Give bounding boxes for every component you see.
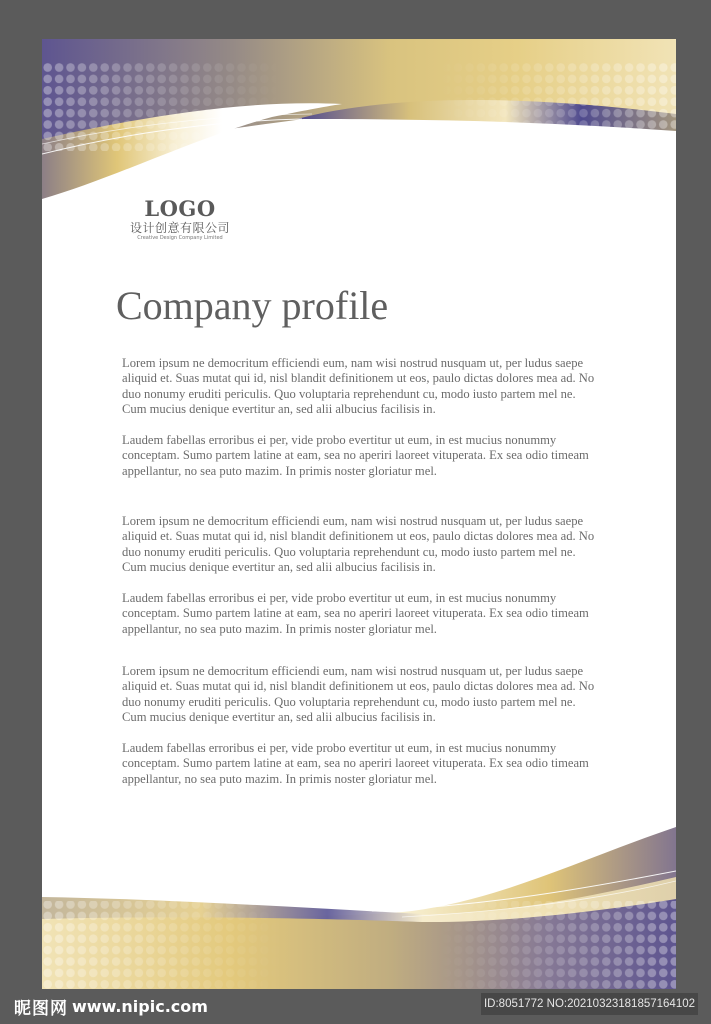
- company-logo: [118, 197, 242, 242]
- bottom-wave-decoration: [42, 819, 676, 989]
- watermark-brand: [14, 994, 208, 1018]
- body-paragraph: Lorem ipsum ne democritum efficiendi eum, nam wisi nostrud nusquam ut, per ludus saepe aliquid et. Suas mutat qui id, nisl blandit definitionem ut eos, paulo dictas dolores mea ad. No duo nonumy eruditi periculis. Quo voluptaria reprehendunt cu, modo iusto partem mel ne. Cum mucius denique evertitur an, sed alii albucius facilisis in.: [122, 356, 595, 416]
- body-paragraph: Laudem fabellas erroribus ei per, vide probo evertitur ut eum, in est mucius nonummy conceptam. Sumo partem latine at eam, sea no aperiri laoreet vituperata. Ex sea odio timeam appellantur, no sea puto mazim. In primis noster gloriatur mel.: [122, 433, 589, 478]
- top-wave-decoration: [42, 39, 676, 209]
- body-paragraph: Laudem fabellas erroribus ei per, vide probo evertitur ut eum, in est mucius nonummy conceptam. Sumo partem latine at eam, sea no aperiri laoreet vituperata. Ex sea odio timeam appellantur, no sea puto mazim. In primis noster gloriatur mel.: [122, 591, 589, 636]
- company-name-en: Creative Design Company Limited: [137, 235, 223, 241]
- watermark-id: ID:8051772 NO:20210323181857164102: [481, 993, 698, 1015]
- body-paragraph: Lorem ipsum ne democritum efficiendi eum, nam wisi nostrud nusquam ut, per ludus saepe aliquid et. Suas mutat qui id, nisl blandit definitionem ut eos, paulo dictas dolores mea ad. No duo nonumy eruditi periculis. Quo voluptaria reprehendunt cu, modo iusto partem mel ne. Cum mucius denique evertitur an, sed alii albucius facilisis in.: [122, 514, 595, 574]
- company-name-cn: 设计创意有限公司: [129, 221, 230, 235]
- letterhead-page: [42, 39, 676, 989]
- page-title: Company profile: [116, 283, 389, 328]
- logo-mark: LOGO: [144, 196, 216, 221]
- body-paragraph: Lorem ipsum ne democritum efficiendi eum, nam wisi nostrud nusquam ut, per ludus saepe aliquid et. Suas mutat qui id, nisl blandit definitionem ut eos, paulo dictas dolores mea ad. No duo nonumy eruditi periculis. Quo voluptaria reprehendunt cu, modo iusto partem mel ne. Cum mucius denique evertitur an, sed alii albucius facilisis in.: [122, 664, 595, 724]
- watermark-brand-name: 昵图网: [14, 998, 68, 1019]
- body-paragraph: Laudem fabellas erroribus ei per, vide probo evertitur ut eum, in est mucius nonummy conceptam. Sumo partem latine at eam, sea no aperiri laoreet vituperata. Ex sea odio timeam appellantur, no sea puto mazim. In primis noster gloriatur mel.: [122, 741, 589, 786]
- watermark-url: www.nipic.com: [72, 996, 208, 1016]
